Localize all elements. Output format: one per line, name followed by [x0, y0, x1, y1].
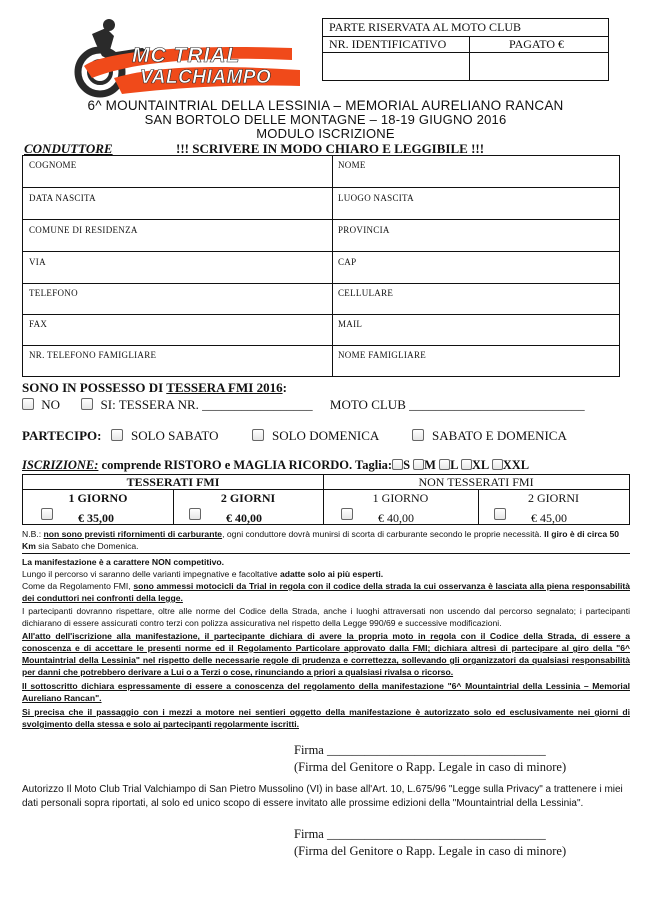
registration-label: ISCRIZIONE:	[22, 458, 99, 472]
event-place-date: SAN BORTOLO DELLE MONTAGNE – 18-19 GIUGNO 2016	[144, 112, 507, 127]
driver-data-grid	[22, 155, 620, 377]
size-l-checkbox[interactable]	[439, 459, 450, 470]
declaration2-note: Il sottoscritto dichiara espressamente di essere a conoscenza del regolamento della manifestazione "6^ Mountaintrial della Lessinia – Memorial Aureliano Rancan".	[22, 681, 630, 703]
moto-club-field[interactable]: MOTO CLUB ___________________________	[329, 397, 585, 412]
fmi-question-prefix: SONO IN POSSESSO DI	[22, 380, 167, 395]
both-days-checkbox[interactable]	[412, 429, 424, 441]
signature1-field[interactable]: Firma ___________________________________	[294, 743, 546, 757]
logo-text-line1: MC TRIAL	[132, 44, 241, 67]
fmi-options	[22, 397, 585, 413]
registration-row	[22, 458, 529, 473]
field-fax[interactable]: FAX	[29, 319, 48, 329]
registration-text: comprende RISTORO e MAGLIA RICORDO. Taglia:	[101, 458, 393, 472]
members-1day-checkbox[interactable]	[41, 508, 53, 520]
signature2-note: (Firma del Genitore o Rapp. Legale in caso di minore)	[294, 844, 567, 858]
field-cellulare[interactable]: CELLULARE	[338, 288, 394, 298]
non-members-2days-price: € 45,00	[531, 511, 567, 525]
fmi-no-checkbox[interactable]	[22, 398, 34, 410]
driver-label: CONDUTTORE	[24, 141, 113, 156]
legibility-warning: !!! SCRIVERE IN MODO CHIARO E LEGGIBILE !!!	[176, 141, 485, 156]
nb-bold: Il giro è di circa 50 Km	[22, 529, 620, 551]
non-members-1day-label: 1 GIORNO	[372, 491, 429, 505]
members-header: TESSERATI FMI	[126, 475, 220, 489]
participate-row	[22, 428, 567, 444]
size-l-label: L	[450, 458, 458, 472]
fmi-question-card: TESSERA FMI 2016	[166, 380, 283, 395]
sunday-only-checkbox[interactable]	[252, 429, 264, 441]
non-competitive-note: La manifestazione è a carattere NON competitivo.	[22, 557, 225, 567]
participants-note: I partecipanti dovranno rispettare, oltre alle norme del Codice della Strada, anche i luoghi attraversati non uscendo dal percorso segnalato; i partecipanti dichiarano di essere assicurati contro terzi con polizza assicurativa nel rispetto della Legge 990/69 e successive modificazioni.	[22, 606, 630, 628]
non-members-2days-checkbox[interactable]	[494, 508, 506, 520]
price-table	[22, 474, 630, 525]
field-telefono-famigliare[interactable]: NR. TELEFONO FAMIGLIARE	[29, 350, 157, 360]
fmi-yes-checkbox[interactable]	[81, 398, 93, 410]
members-1day-price: € 35,00	[78, 511, 114, 525]
both-days-label: SABATO E DOMENICA	[432, 428, 567, 443]
nb-rest: , ogni conduttore dovrà munirsi di scorta di carburante secondo le proprie necessità.	[222, 529, 545, 539]
fmi-no-label: NO	[41, 397, 61, 412]
field-nome[interactable]: NOME	[338, 160, 366, 170]
field-mail[interactable]: MAIL	[338, 319, 363, 329]
privacy-consent: Autorizzo Il Moto Club Trial Valchiampo di San Pietro Mussolino (VI) in base all'Art. 10, L.675/96 "Legge sulla Privacy" a trattenere i miei dati personali sopra riportati, al solo ed unico scopo di essere invitato alle prossime edizioni della "Mountaintrial della Lessinia".	[22, 784, 623, 809]
non-members-header: NON TESSERATI FMI	[418, 475, 534, 489]
nb-underlined: non sono previsti rifornimenti di carburante	[43, 529, 223, 539]
club-logo	[62, 14, 307, 100]
fmi-question	[22, 380, 287, 396]
field-data-nascita[interactable]: DATA NASCITA	[29, 193, 96, 203]
size-m-checkbox[interactable]	[413, 459, 424, 470]
variants-prefix: Lungo il percorso vi saranno delle varianti impegnative e facoltative	[22, 569, 280, 579]
paid-label: PAGATO €	[509, 37, 565, 51]
field-comune-residenza[interactable]: COMUNE DI RESIDENZA	[29, 225, 138, 235]
non-members-1day-price: € 40,00	[378, 511, 414, 525]
regulation-note	[22, 580, 630, 604]
signature1-note: (Firma del Genitore o Rapp. Legale in caso di minore)	[294, 760, 567, 774]
nb-end: sia Sabato che Domenica.	[35, 541, 139, 551]
size-m-label: M	[424, 458, 436, 472]
field-provincia[interactable]: PROVINCIA	[338, 225, 390, 235]
variants-note	[22, 568, 630, 580]
reserved-title: PARTE RISERVATA AL MOTO CLUB	[323, 19, 608, 37]
size-xxl-label: XXL	[502, 458, 530, 472]
field-via[interactable]: VIA	[29, 257, 46, 267]
reserved-labels	[323, 37, 608, 53]
members-2days-price: € 40,00	[226, 511, 262, 525]
regulation-bold: sono ammessi motocicli da Trial in regola con il codice della strada la cui osservanza è lasciata alla piena responsabilità dei conduttori nei confronti della legge.	[22, 581, 630, 603]
size-s-label: S	[403, 458, 411, 472]
logo-text-line2: VALCHIAMPO	[140, 67, 272, 88]
field-luogo-nascita[interactable]: LUOGO NASCITA	[338, 193, 414, 203]
non-members-1day-checkbox[interactable]	[341, 508, 353, 520]
id-value-field[interactable]	[323, 52, 469, 80]
signature2-field[interactable]: Firma ___________________________________	[294, 827, 546, 841]
id-label: NR. IDENTIFICATIVO	[329, 37, 447, 51]
members-2days-checkbox[interactable]	[189, 508, 201, 520]
event-title: 6^ MOUNTAINTRIAL DELLA LESSINIA – MEMORIAL AURELIANO RANCAN	[87, 98, 564, 113]
size-s-checkbox[interactable]	[392, 459, 403, 470]
fmi-question-suffix: :	[282, 380, 287, 395]
saturday-only-label: SOLO SABATO	[130, 428, 219, 443]
nb-note	[22, 528, 630, 552]
field-telefono[interactable]: TELEFONO	[29, 288, 78, 298]
field-nome-famigliare[interactable]: NOME FAMIGLIARE	[338, 350, 427, 360]
sunday-only-label: SOLO DOMENICA	[272, 428, 379, 443]
passage-note: Si precisa che il passaggio con i mezzi a motore nei sentieri oggetto della manifestazione è autorizzato solo ed esclusivamente nei giorni di svolgimento della stessa e solo ai partecipanti regolarmente iscritti.	[22, 707, 630, 729]
form-title: MODULO ISCRIZIONE	[256, 126, 395, 141]
members-1day-label: 1 GIORNO	[68, 491, 128, 505]
size-xl-label: XL	[471, 458, 489, 472]
participate-label: PARTECIPO:	[22, 428, 102, 443]
paid-value-field[interactable]	[470, 52, 608, 80]
saturday-only-checkbox[interactable]	[111, 429, 123, 441]
reserved-box	[322, 18, 609, 81]
members-2days-label: 2 GIORNI	[220, 491, 276, 505]
regulation-prefix: Come da Regolamento FMI,	[22, 581, 134, 591]
non-members-2days-label: 2 GIORNI	[528, 491, 579, 505]
declaration-note: All'atto dell'iscrizione alla manifestazione, il partecipante dichiara di avere la propria moto in regola con il Codice della Strada, di essere a conoscenza e di accettare le presenti norme ed il Regolamento Particolare approvato dalla FMI; dichiara altresì di partecipare al giro della "6^ Mountaintrial della Lessinia" nel rispetto delle necessarie regole di prudenza e correttezza, sollevando gli organizzatori da qualsiasi responsabilità per danni che potrebbero derivare a Lui o a Terzi o cose, rinunciando a priori a qualsiasi rivalsa o ricorso.	[22, 631, 630, 677]
variants-bold: adatte solo ai più esperti.	[279, 569, 384, 579]
field-cap[interactable]: CAP	[338, 257, 357, 267]
size-xxl-checkbox[interactable]	[492, 459, 503, 470]
nb-prefix: N.B.:	[22, 529, 44, 539]
field-cognome[interactable]: COGNOME	[29, 160, 77, 170]
size-xl-checkbox[interactable]	[461, 459, 472, 470]
fmi-yes-label: SI: TESSERA NR. _________________	[100, 397, 313, 412]
